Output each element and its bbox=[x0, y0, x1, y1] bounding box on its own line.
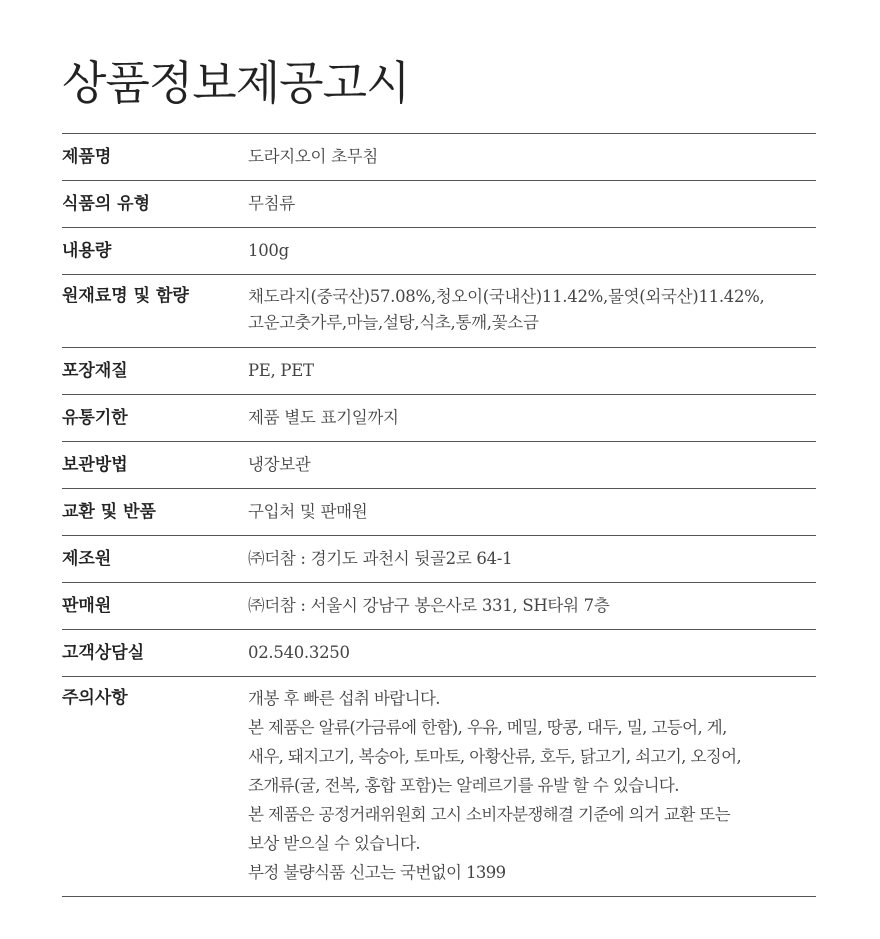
row-value: 구입처 및 판매원 bbox=[248, 502, 368, 521]
row-value: 채도라지(중국산)57.08%,청오이(국내산)11.42%,물엿(외국산)11.42%, 고운고춧가루,마늘,설탕,식초,통깨,꽃소금 bbox=[248, 287, 765, 332]
row-value: 도라지오이 초무침 bbox=[248, 147, 379, 166]
row-value: 냉장보관 bbox=[248, 455, 311, 474]
row-label: 제조원 bbox=[62, 549, 112, 569]
row-value: 제품 별도 표기일까지 bbox=[248, 408, 399, 427]
table-row-expiration bbox=[62, 395, 816, 442]
table-row-exchange-return bbox=[62, 489, 816, 536]
page-title: 상품정보제공고시 bbox=[62, 56, 410, 110]
row-label: 원재료명 및 함량 bbox=[62, 286, 189, 306]
table-row-seller bbox=[62, 583, 816, 630]
row-label: 주의사항 bbox=[62, 688, 128, 708]
row-label: 보관방법 bbox=[62, 455, 128, 475]
row-value: 02.540.3250 bbox=[248, 643, 350, 662]
table-row-net-weight bbox=[62, 228, 816, 275]
row-value: ㈜더참 : 경기도 과천시 뒷골2로 64-1 bbox=[248, 549, 513, 568]
row-value: 무침류 bbox=[248, 194, 295, 213]
row-label: 유통기한 bbox=[62, 408, 128, 428]
row-label: 교환 및 반품 bbox=[62, 502, 156, 522]
table-row-ingredients bbox=[62, 275, 816, 348]
table-row-food-type bbox=[62, 181, 816, 228]
row-value: 개봉 후 빠른 섭취 바랍니다. 본 제품은 알류(가금류에 한함), 우유, 메밀, 땅콩, 대두, 밀, 고등어, 게, 새우, 돼지고기, 복숭아, 토마토, 아황산류, 호두, 닭고기, 쇠고기, 오징어, 조개류(굴, 전복, 홍합 포함)는 알레르기를 유발 할 수 있습니다. 본 제품은 공정거래위원회 고시 소비자분쟁해결 기준에 의거 교환 또는 보상 받으실 수 있습니다. 부정 불량식품 신고는 국번없이 1399 bbox=[248, 689, 742, 882]
product-info-table bbox=[62, 133, 816, 897]
table-row-manufacturer bbox=[62, 536, 816, 583]
row-value: 100g bbox=[248, 241, 289, 260]
table-row-storage bbox=[62, 442, 816, 489]
row-value: PE, PET bbox=[248, 361, 314, 380]
row-label: 내용량 bbox=[62, 241, 112, 261]
table-row-precautions bbox=[62, 677, 816, 897]
row-value: ㈜더참 : 서울시 강남구 봉은사로 331, SH타워 7층 bbox=[248, 596, 610, 615]
row-label: 판매원 bbox=[62, 596, 112, 616]
row-label: 식품의 유형 bbox=[62, 194, 151, 214]
row-label: 포장재질 bbox=[62, 361, 128, 381]
row-label: 고객상담실 bbox=[62, 643, 145, 663]
table-row-packaging bbox=[62, 348, 816, 395]
table-row-product-name bbox=[62, 134, 816, 181]
table-row-customer-service bbox=[62, 630, 816, 677]
row-label: 제품명 bbox=[62, 147, 112, 167]
